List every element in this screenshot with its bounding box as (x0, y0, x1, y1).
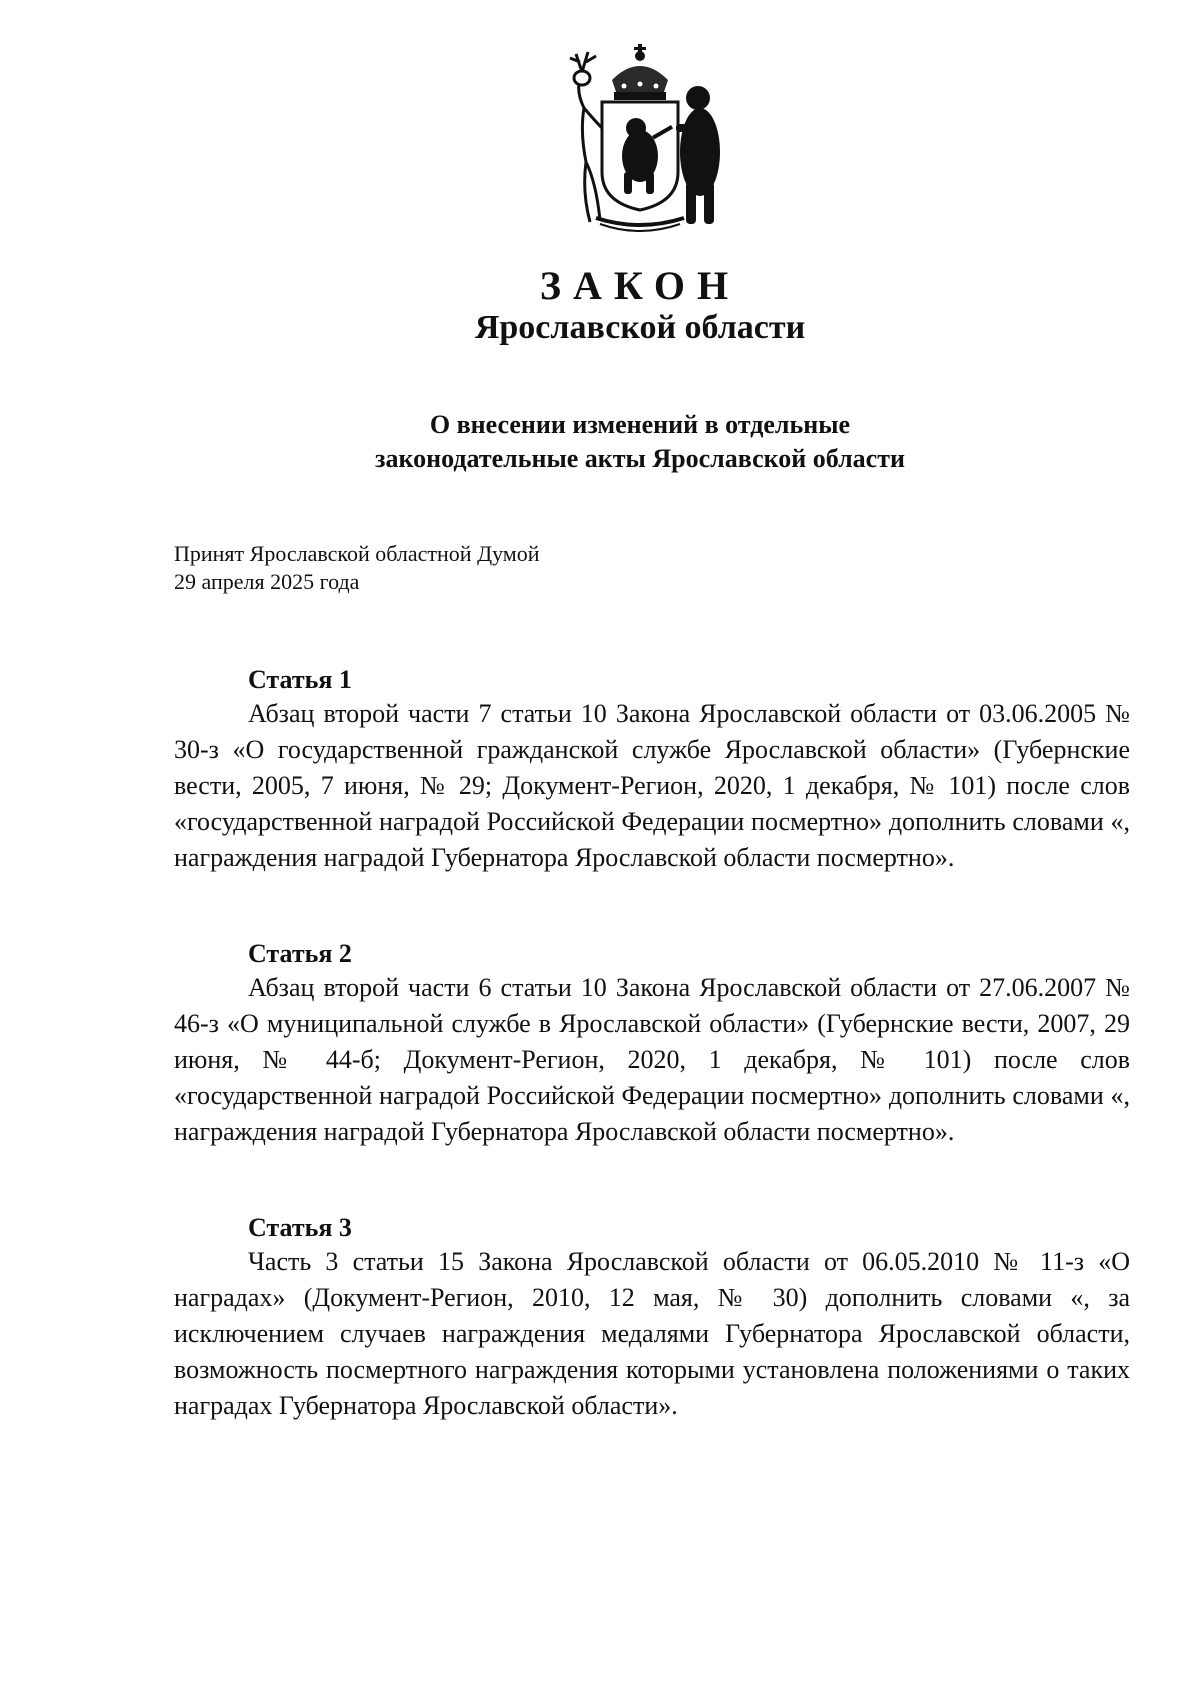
article-1 (174, 664, 1130, 876)
adoption-note (174, 540, 540, 596)
article-heading: Статья 1 (248, 665, 352, 694)
article-heading: Статья 3 (248, 1213, 352, 1242)
document-title-line-1: О внесении изменений в отдельные (429, 410, 851, 439)
document-title-line-2: законодательные акты Ярославской области (375, 444, 905, 473)
document-title (0, 408, 1200, 476)
article-body: Абзац второй части 7 статьи 10 Закона Ярославской области от 03.06.2005 № 30-з «О государственной гражданской службе Ярославской области» (Губернские вести, 2005, 7 июня, № 29; Документ-Регион, 2020, 1 декабря, № 101) после слов «государственной наградой Российской Федерации посмертно» дополнить словами «, награждения наградой Губернатора Ярославской области посмертно». (174, 699, 1130, 872)
article-3 (174, 1212, 1130, 1424)
article-body: Часть 3 статьи 15 Закона Ярославской области от 06.05.2010 № 11-з «О наградах» (Документ-Регион, 2010, 12 мая, № 30) дополнить словами «, за исключением случаев награждения медалями Губернатора Ярославской области, возможность посмертного награждения которыми установлена положениями о таких наградах Губернатора Ярославской области». (174, 1247, 1130, 1420)
article-body: Абзац второй части 6 статьи 10 Закона Ярославской области от 27.06.2007 № 46-з «О муниципальной службе в Ярославской области» (Губернские вести, 2007, 29 июня, № 44-б; Документ-Регион, 2020, 1 декабря, № 101) после слов «государственной наградой Российской Федерации посмертно» дополнить словами «, награждения наградой Губернатора Ярославской области посмертно». (174, 973, 1130, 1146)
article-2 (174, 938, 1130, 1150)
law-heading: ЗАКОН (539, 263, 741, 308)
adoption-date: 29 апреля 2025 года (174, 569, 360, 594)
law-region-heading: Ярославской области (474, 309, 806, 346)
article-heading: Статья 2 (248, 939, 352, 968)
crown-icon (612, 44, 668, 100)
adoption-body: Принят Ярославской областной Думой (174, 541, 540, 566)
coat-of-arms-icon (540, 32, 740, 232)
